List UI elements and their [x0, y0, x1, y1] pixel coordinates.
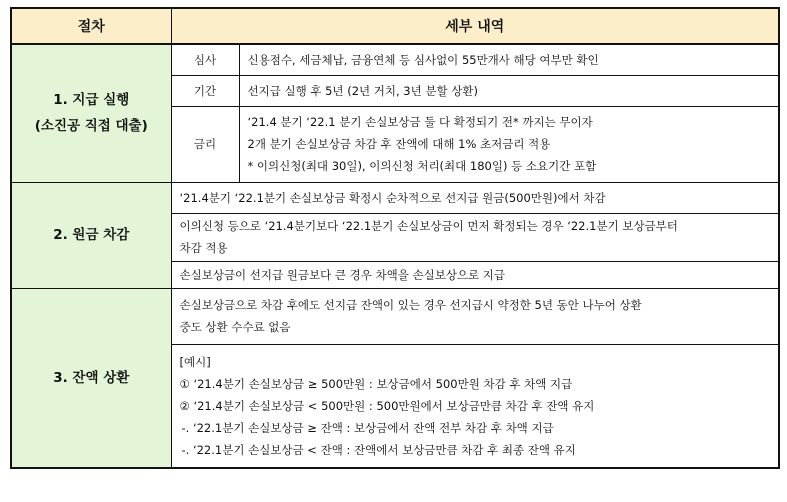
row-text-interest: ‘21.4 분기 ‘22.1 분기 손실보상금 둘 다 확정되기 전* 까지는 무이자 2개 분기 손실보상금 차감 후 잔액에 대해 1% 초저금리 적용 * 이의신청(최대 30일), 이의신청 처리(최대 180일) 등 소요기간 포함	[239, 106, 779, 182]
principal-deduct-row-1: ‘21.4분기 ‘22.1분기 손실보상금 확정시 순차적으로 선지급 원금(500만원)에서 차감	[171, 182, 779, 213]
principal-deduct-row-3: 손실보상금이 선지급 원금보다 큰 경우 차액을 손실보상으로 지급	[171, 261, 779, 288]
header-details: 세부 내역	[171, 8, 779, 44]
procedure-table	[10, 7, 780, 469]
procedure-table-frame	[10, 7, 778, 495]
row-label-period: 기간	[171, 75, 239, 106]
stage-1-title: 1. 지급 실행 (소진공 직접 대출)	[11, 44, 171, 182]
row-label-interest: 금리	[171, 106, 239, 182]
repayment-row-1: 손실보상금으로 차감 후에도 선지급 잔액이 있는 경우 선지급시 약정한 5년 동안 나누어 상환 중도 상환 수수료 없음	[171, 288, 779, 344]
principal-deduct-row-2: 이의신청 등으로 ‘21.4분기보다 ‘22.1분기 손실보상금이 먼저 확정되는 경우 ‘22.1분기 보상금부터 차감 적용	[171, 213, 779, 261]
header-procedure: 절차	[11, 8, 171, 44]
stage-3-title: 3. 잔액 상환	[11, 288, 171, 468]
row-text-screening: 신용점수, 세금체납, 금융연체 등 심사없이 55만개사 해당 여부만 확인	[239, 44, 779, 75]
stage-2-title: 2. 원금 차감	[11, 182, 171, 288]
row-text-period: 선지급 실행 후 5년 (2년 거치, 3년 분할 상환)	[239, 75, 779, 106]
row-label-screening: 심사	[171, 44, 239, 75]
repayment-example: [예시] ① ‘21.4분기 손실보상금 ≥ 500만원 : 보상금에서 500만원 차감 후 차액 지급 ② ‘21.4분기 손실보상금 < 500만원 : 500만원에서 보상금만큼 차감 후 잔액 유지 -. ‘22.1분기 손실보상금 ≥ 잔액 : 보상금에서 잔액 전부 차감 후 차액 지급 -. ‘22.1분기 손실보상금 < 잔액 : 잔액에서 보상금만큼 차감 후 최종 잔액 유지	[171, 344, 779, 468]
